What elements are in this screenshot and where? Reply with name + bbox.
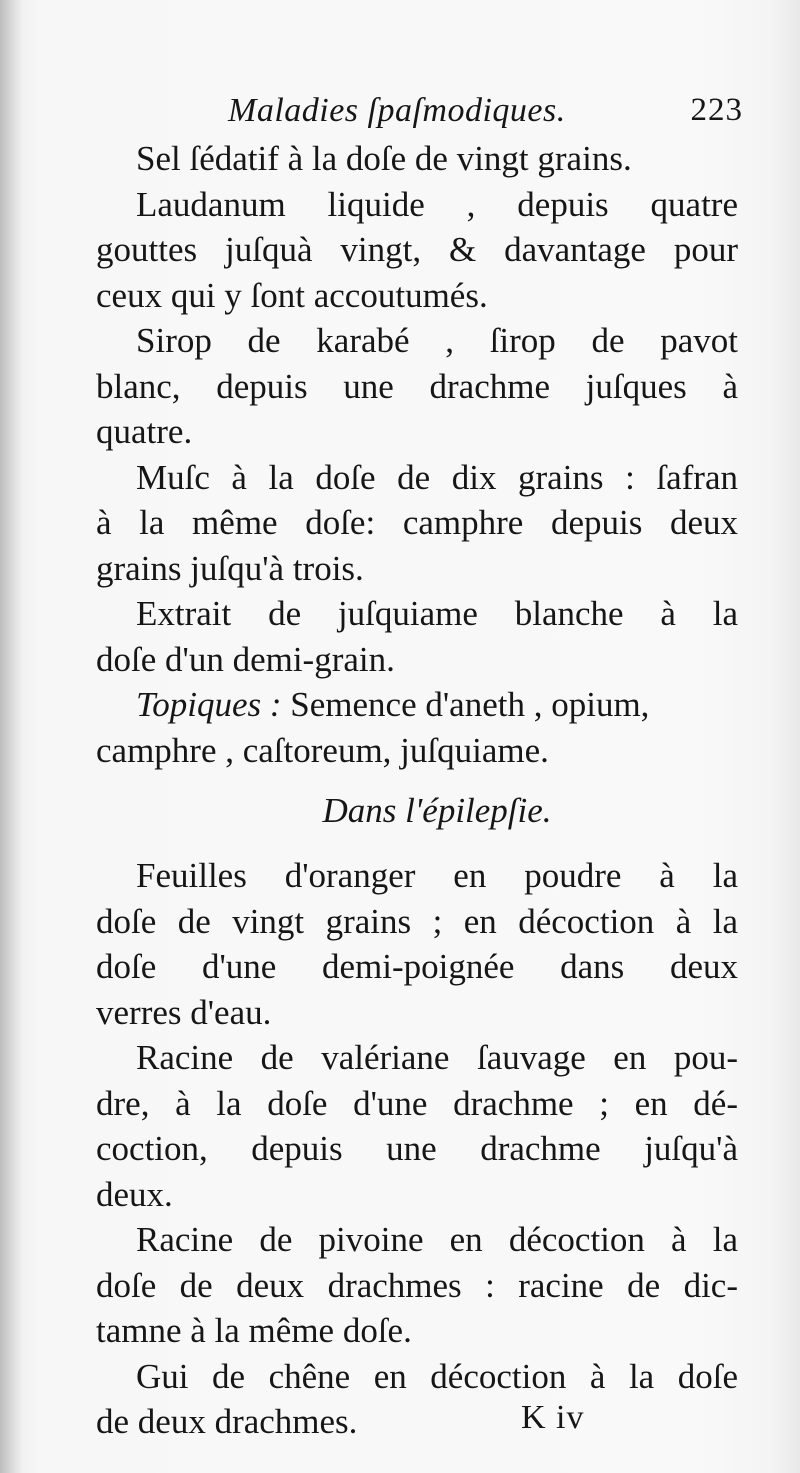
text-line: coction, depuis une drachme juſqu'à [96, 1129, 738, 1168]
paragraph [96, 682, 738, 773]
text-line [96, 682, 738, 728]
text-line: dre, à la doſe d'une drachme ; en dé- [96, 1083, 738, 1123]
page-header [96, 88, 743, 132]
text-line: doſe d'un demi-grain. [96, 639, 395, 679]
text-line: ceux qui y ſont accoutumés. [96, 275, 488, 315]
paragraph [96, 1035, 738, 1217]
text-line: Muſc à la doſe de dix grains : ſafran [136, 457, 738, 497]
page-gutter-shadow [0, 0, 22, 1473]
text-line: Laudanum liquide , depuis quatre [136, 184, 738, 224]
paragraph [96, 318, 738, 455]
signature-mark: K iv [521, 1399, 585, 1436]
paragraph [96, 853, 738, 1035]
text-line: Racine de valériane ſauvage en pou- [136, 1038, 738, 1077]
text-line: camphre , caſtoreum, juſquiame. [96, 730, 549, 770]
text-line: Extrait de juſquiame blanche à la [136, 594, 738, 633]
text-line: à la même doſe: camphre depuis deux [96, 503, 738, 542]
text-line: quatre. [96, 412, 193, 451]
text-line: blanc, depuis une drachme juſques à [96, 366, 738, 406]
paragraph [96, 1217, 738, 1354]
text-line: doſe de vingt grains ; en décoction à la [96, 901, 738, 941]
text-line: Sel ſédatif à la doſe de vingt grains. [136, 139, 632, 178]
text-line: Sirop de karabé , ſirop de pavot [136, 321, 738, 360]
text-line: grains juſqu'à trois. [96, 548, 364, 588]
text-line: de deux drachmes. [96, 1402, 358, 1441]
running-title: Maladies ſpaſmodiques. [228, 92, 566, 129]
paragraph [96, 136, 738, 182]
topiques-label: Topiques : [136, 685, 282, 724]
text-fragment: Semence d'aneth , opium, [281, 685, 650, 724]
paragraph [96, 182, 738, 319]
text-line: Gui de chêne en décoction à la doſe [136, 1356, 738, 1396]
text-line: gouttes juſquà vingt, & davantage pour [96, 230, 738, 269]
paragraph [96, 455, 738, 592]
paragraph [96, 1354, 738, 1445]
text-line: Feuilles d'oranger en poudre à la [136, 856, 738, 895]
page-number: 223 [690, 92, 743, 128]
text-line: deux. [96, 1174, 173, 1214]
text-line: verres d'eau. [96, 992, 272, 1032]
text-line: doſe d'une demi-poignée dans deux [96, 947, 738, 986]
text-line: doſe de deux drachmes : racine de dic- [96, 1265, 738, 1305]
page-body [96, 136, 738, 1445]
text-line: Racine de pivoine en décoction à la [136, 1220, 738, 1259]
section-title: Dans l'épilepſie. [322, 791, 552, 830]
paragraph [96, 591, 738, 682]
text-line: tamne à la même doſe. [96, 1311, 412, 1350]
